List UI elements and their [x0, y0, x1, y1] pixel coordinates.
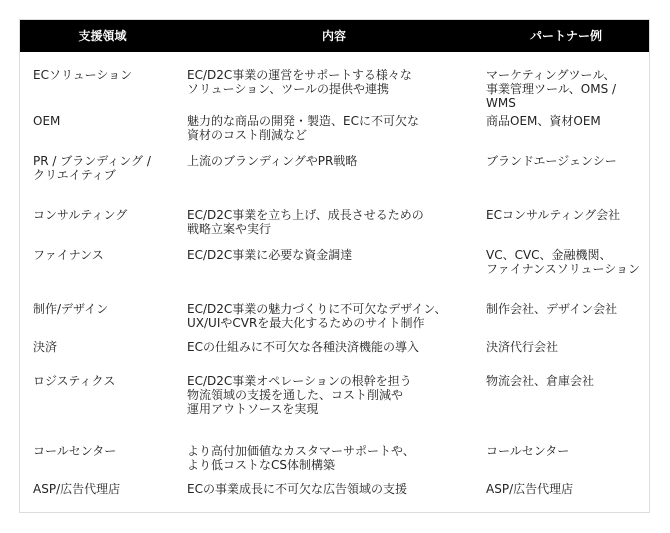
cell-line: ロジスティクス — [33, 374, 116, 388]
cell-line: UX/UIやCVRを最大化するためのサイト制作 — [187, 316, 425, 330]
row-partners — [486, 248, 640, 276]
cell-line: 上流のブランディングやPR戦略 — [187, 154, 358, 168]
cell-line: 制作会社、デザイン会社 — [486, 302, 618, 316]
row-area — [33, 114, 60, 128]
cell-line: VC、CVC、金融機関、 — [486, 248, 612, 262]
row-area — [33, 340, 57, 354]
cell-line: 資材のコスト削減など — [187, 128, 308, 142]
cell-line: より高付加価値なカスタマーサポートや、 — [187, 444, 415, 458]
row-area — [33, 482, 120, 496]
row-partners — [486, 114, 601, 128]
cell-line: 決済代行会社 — [486, 340, 559, 354]
cell-line: EC/D2C事業の魅力づくりに不可欠なデザイン、 — [187, 302, 447, 316]
row-content — [187, 114, 419, 142]
cell-line: ソリューション、ツールの提供や連携 — [187, 82, 389, 96]
row-partners — [486, 374, 594, 388]
cell-line: マーケティングツール、 — [486, 68, 616, 82]
cell-line: ファイナンスソリューション — [486, 262, 640, 276]
cell-line: ECの仕組みに不可欠な各種決済機能の導入 — [187, 340, 419, 354]
cell-line: コールセンター — [486, 444, 570, 458]
cell-line: より低コストなCS体制構築 — [187, 458, 335, 472]
row-area — [33, 374, 115, 388]
header-area: 支援領域 — [78, 29, 127, 43]
row-area — [33, 302, 108, 316]
cell-line: クリエイティブ — [33, 168, 116, 182]
row-content — [187, 248, 352, 262]
row-partners — [486, 208, 620, 222]
row-partners — [486, 68, 616, 110]
row-content — [187, 482, 407, 496]
cell-line: 物流領域の支援を通した、コスト削減や — [187, 388, 404, 402]
row-content — [187, 444, 415, 472]
cell-line: EC/D2C事業を立ち上げ、成長させるための — [187, 208, 424, 222]
cell-line: ファイナンス — [33, 248, 104, 262]
cell-line: ECソリューション — [33, 68, 133, 82]
cell-line: ECの事業成長に不可欠な広告領域の支援 — [187, 482, 407, 496]
row-content — [187, 374, 412, 416]
cell-line: 商品OEM、資材OEM — [486, 114, 601, 128]
row-partners — [486, 482, 573, 496]
cell-line: 制作/デザイン — [33, 302, 109, 316]
row-partners — [486, 154, 617, 168]
row-content — [187, 340, 419, 354]
support-table — [19, 19, 650, 513]
cell-line: WMS — [486, 96, 516, 110]
cell-line: OEM — [33, 114, 61, 128]
row-area — [33, 154, 151, 182]
row-content — [187, 68, 412, 96]
cell-line: ASP/広告代理店 — [33, 482, 121, 496]
row-area — [33, 208, 127, 222]
row-area — [33, 248, 104, 262]
row-content — [187, 154, 357, 168]
cell-line: 事業管理ツール、OMS / — [486, 82, 617, 96]
cell-line: 物流会社、倉庫会社 — [486, 374, 595, 388]
cell-line: コンサルティング — [33, 208, 128, 222]
row-partners — [486, 302, 617, 316]
cell-line: 運用アウトソースを実現 — [187, 402, 319, 416]
cell-line: PR / ブランディング / — [33, 154, 151, 168]
row-content — [187, 302, 446, 330]
header-partners: パートナー例 — [529, 29, 602, 43]
row-area — [33, 444, 116, 458]
row-partners — [486, 444, 569, 458]
cell-line: コールセンター — [33, 444, 117, 458]
row-area — [33, 68, 132, 82]
cell-line: ECコンサルティング会社 — [486, 208, 621, 222]
cell-line: ASP/広告代理店 — [486, 482, 574, 496]
cell-line: 魅力的な商品の開発・製造、ECに不可欠な — [187, 114, 419, 128]
table-header — [20, 20, 649, 52]
cell-line: EC/D2C事業の運営をサポートする様々な — [187, 68, 412, 82]
cell-line: 決済 — [33, 340, 58, 354]
row-content — [187, 208, 424, 236]
cell-line: ブランドエージェンシー — [486, 154, 617, 168]
header-content: 内容 — [321, 29, 346, 43]
cell-line: EC/D2C事業に必要な資金調達 — [187, 248, 353, 262]
row-partners — [486, 340, 558, 354]
cell-line: EC/D2C事業オペレーションの根幹を担う — [187, 374, 412, 388]
cell-line: 戦略立案や実行 — [187, 222, 272, 236]
